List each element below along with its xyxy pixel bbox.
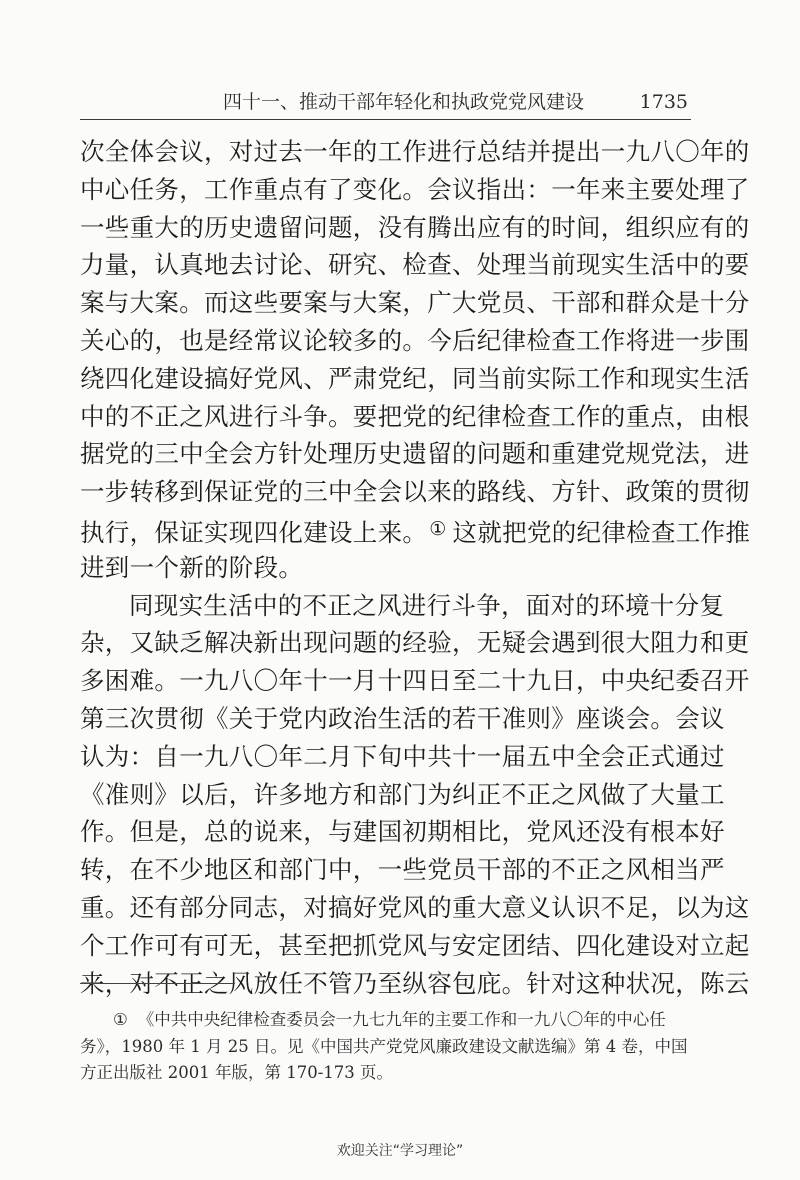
text-line-with-footnote xyxy=(80,511,751,549)
text-segment: 这就把党的纪律检查工作推 xyxy=(452,517,751,547)
text-line: 据党的三中全会方针处理历史遗留的问题和重建党规党法，进 xyxy=(80,439,750,469)
text-line: 个工作可有可无，甚至把抓党风与安定团结、四化建设对立起 xyxy=(80,930,750,960)
text-line: 杂，又缺乏解决新出现问题的经验，无疑会遇到很大阻力和更 xyxy=(80,628,750,658)
footnote xyxy=(80,1007,695,1087)
text-line: 《准则》以后，许多地方和部门为纠正不正之风做了大量工 xyxy=(80,779,725,809)
text-line: 第三次贯彻《关于党内政治生活的若干准则》座谈会。会议 xyxy=(80,703,725,733)
running-header xyxy=(80,88,690,118)
footnote-number: ① xyxy=(113,1010,128,1029)
footnote-line xyxy=(80,1007,695,1034)
text-line: 进到一个新的阶段。 xyxy=(80,552,304,582)
text-line: 一步转移到保证党的三中全会以来的路线、方针、政策的贯彻 xyxy=(80,477,750,507)
body-text xyxy=(80,133,751,1002)
text-line: 关心的，也是经常议论较多的。今后纪律检查工作将进一步围 xyxy=(80,325,750,355)
text-line: 中心任务，工作重点有了变化。会议指出：一年来主要处理了 xyxy=(80,174,750,204)
header-rule xyxy=(80,119,691,120)
bottom-caption: 欢迎关注“学习理论” xyxy=(336,1143,464,1159)
text-line: 中的不正之风进行斗争。要把党的纪律检查工作的重点，由根 xyxy=(80,401,750,431)
text-line: 重。还有部分同志，对搞好党风的重大意义认识不足，以为这 xyxy=(80,892,750,922)
running-title: 四十一、推动干部年轻化和执政党党风建设 xyxy=(223,91,585,113)
footnote-text: 《中共中央纪律检查委员会一九七九年的主要工作和一九八〇年的中心任 xyxy=(137,1010,666,1029)
text-line: 来，对不正之风放任不管乃至纵容包庇。针对这种状况，陈云 xyxy=(80,968,750,998)
text-line: 作。但是，总的说来，与建国初期相比，党风还没有根本好 xyxy=(80,817,725,847)
text-line: 多困难。一九八〇年十一月十四日至二十九日，中央纪委召开 xyxy=(80,666,750,696)
text-line: 认为：自一九八〇年二月下旬中共十一届五中全会正式通过 xyxy=(80,741,725,771)
text-line: 一些重大的历史遗留问题，没有腾出应有的时间，组织应有的 xyxy=(80,212,750,242)
text-line: 次全体会议，对过去一年的工作进行总结并提出一九八〇年的 xyxy=(80,137,750,166)
page-number: 1735 xyxy=(639,91,688,113)
text-segment: 执行，保证实现四化建设上来。 xyxy=(80,517,428,547)
footnote-line: 务》，1980 年 1 月 25 日。见《中国共产党党风廉政建设文献选编》第 4 卷，中国 xyxy=(80,1036,688,1056)
text-line: 转，在不少地区和部门中，一些党员干部的不正之风相当严 xyxy=(80,855,725,885)
paragraph-first-line: 同现实生活中的不正之风进行斗争，面对的环境十分复 xyxy=(129,590,725,620)
text-line: 绕四化建设搞好党风、严肃党纪，同当前实际工作和现实生活 xyxy=(80,363,750,393)
footnote-separator xyxy=(80,983,235,984)
text-line: 案与大案。而这些要案与大案，广大党员、干部和群众是十分 xyxy=(80,288,750,318)
text-line: 力量，认真地去讨论、研究、检查、处理当前现实生活中的要 xyxy=(80,250,750,280)
footnote-reference: ① xyxy=(429,517,447,540)
footnote-line: 方正出版社 2001 年版，第 170-173 页。 xyxy=(80,1063,394,1082)
